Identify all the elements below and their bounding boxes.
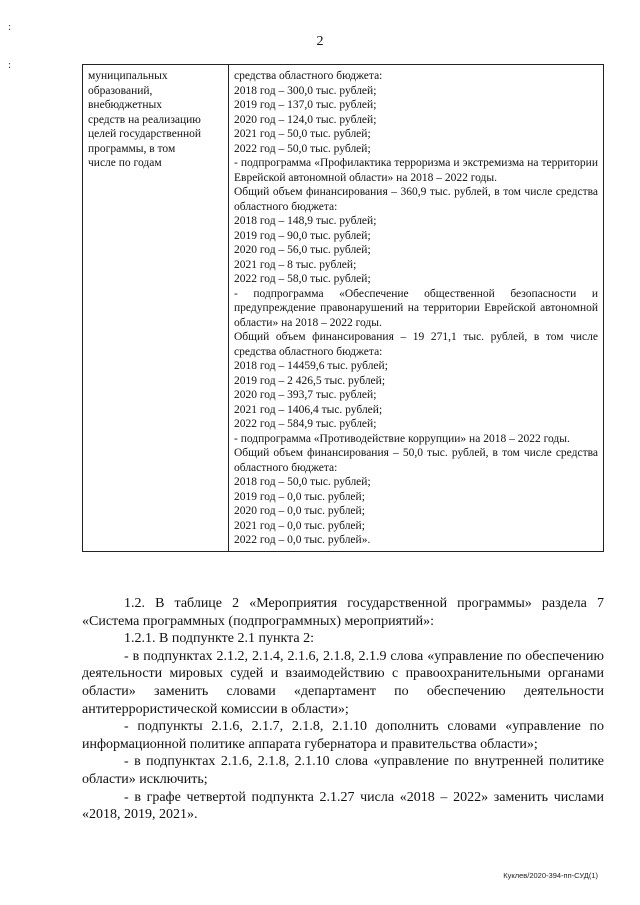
paragraph: - в подпунктах 2.1.2, 2.1.4, 2.1.6, 2.1.8, 2.1.9 слова «управление по обеспечению деятельности мировых судей и взаимодействию с правоохранительными органами области» заменить словами «департамент по обеспечению деятельности антитеррористической комиссии в области»;: [82, 648, 604, 717]
cell-line: числе по годам: [88, 157, 162, 169]
paragraph: - подпункты 2.1.6, 2.1.7, 2.1.8, 2.1.10 дополнить словами «управление по информационной политике аппарата губернатора и правительства области»;: [82, 719, 604, 752]
cell-subprogram: - подпрограмма «Обеспечение общественной безопасности и предупреждение правонарушений на территории Еврейской автономной области» на 2018 – 2022 годы.: [234, 287, 598, 329]
cell-line: 2022 год – 58,0 тыс. рублей;: [234, 273, 371, 285]
margin-mark: :: [8, 59, 12, 71]
cell-total: Общий объем финансирования – 19 271,1 тыс. рублей, в том числе средства областного бюджета:: [234, 331, 598, 358]
cell-line: 2021 год – 50,0 тыс. рублей;: [234, 128, 371, 140]
cell-line: 2020 год – 124,0 тыс. рублей;: [234, 113, 377, 126]
cell-subprogram: - подпрограмма «Профилактика терроризма и экстремизма на территории Еврейской автономной области» на 2018 – 2022 годы.: [234, 157, 598, 184]
cell-line: 2021 год – 0,0 тыс. рублей;: [234, 519, 365, 532]
cell-line: 2022 год – 50,0 тыс. рублей;: [234, 142, 371, 155]
cell-line: 2018 год – 14459,6 тыс. рублей;: [234, 360, 388, 372]
cell-line: средств на реализацию: [88, 113, 201, 126]
program-table: [82, 64, 604, 552]
cell-line: 2022 год – 584,9 тыс. рублей;: [234, 418, 377, 430]
cell-line: 2020 год – 393,7 тыс. рублей;: [234, 389, 377, 401]
cell-line: 2020 год – 56,0 тыс. рублей;: [234, 244, 371, 256]
document-code: Куклев/2020-394-пп-СУД(1): [503, 871, 598, 880]
margin-mark: :: [8, 21, 12, 33]
cell-line: образований,: [88, 84, 153, 97]
cell-line: 2019 год – 2 426,5 тыс. рублей;: [234, 374, 386, 387]
cell-line: целей государственной: [88, 128, 202, 140]
cell-line: программы, в том: [88, 142, 176, 155]
cell-line: внебюджетных: [88, 99, 162, 111]
cell-line: 2022 год – 0,0 тыс. рублей».: [234, 534, 371, 546]
cell-line: 2018 год – 300,0 тыс. рублей;: [234, 84, 377, 97]
document-body: [82, 595, 604, 824]
cell-line: 2018 год – 148,9 тыс. рублей;: [234, 215, 377, 227]
page-number: 2: [316, 34, 324, 49]
cell-line: 2021 год – 8 тыс. рублей;: [234, 258, 357, 271]
paragraph: - в подпунктах 2.1.6, 2.1.8, 2.1.10 слова «управление по внутренней политике области» исключить;: [82, 754, 604, 787]
paragraph: 1.2.1. В подпункте 2.1 пункта 2:: [124, 631, 314, 647]
table-row: [83, 65, 604, 552]
cell-line: 2019 год – 137,0 тыс. рублей;: [234, 99, 377, 111]
paragraph: - в графе четвертой подпункта 2.1.27 числа «2018 – 2022» заменить числами «2018, 2019, 2021».: [82, 789, 604, 823]
paragraph: 1.2. В таблице 2 «Мероприятия государственной программы» раздела 7 «Система программных (подпрограммных) мероприятий»:: [82, 596, 604, 629]
cell-total: Общий объем финансирования – 360,9 тыс. рублей, в том числе средства областного бюджета:: [234, 186, 598, 213]
cell-line: 2021 год – 1406,4 тыс. рублей;: [234, 403, 383, 416]
cell-line: 2020 год – 0,0 тыс. рублей;: [234, 505, 365, 517]
cell-subprogram: - подпрограмма «Противодействие коррупции» на 2018 – 2022 годы.: [234, 432, 570, 445]
cell-total: Общий объем финансирования – 50,0 тыс. рублей, в том числе средства областного бюджета:: [234, 447, 598, 474]
cell-line: 2019 год – 90,0 тыс. рублей;: [234, 229, 371, 242]
cell-line: средства областного бюджета:: [234, 70, 383, 82]
cell-line: 2018 год – 50,0 тыс. рублей;: [234, 476, 371, 488]
cell-line: муниципальных: [88, 70, 168, 82]
table-cell-funding: [229, 65, 604, 552]
table-cell-label: [83, 65, 229, 552]
cell-line: 2019 год – 0,0 тыс. рублей;: [234, 490, 365, 503]
